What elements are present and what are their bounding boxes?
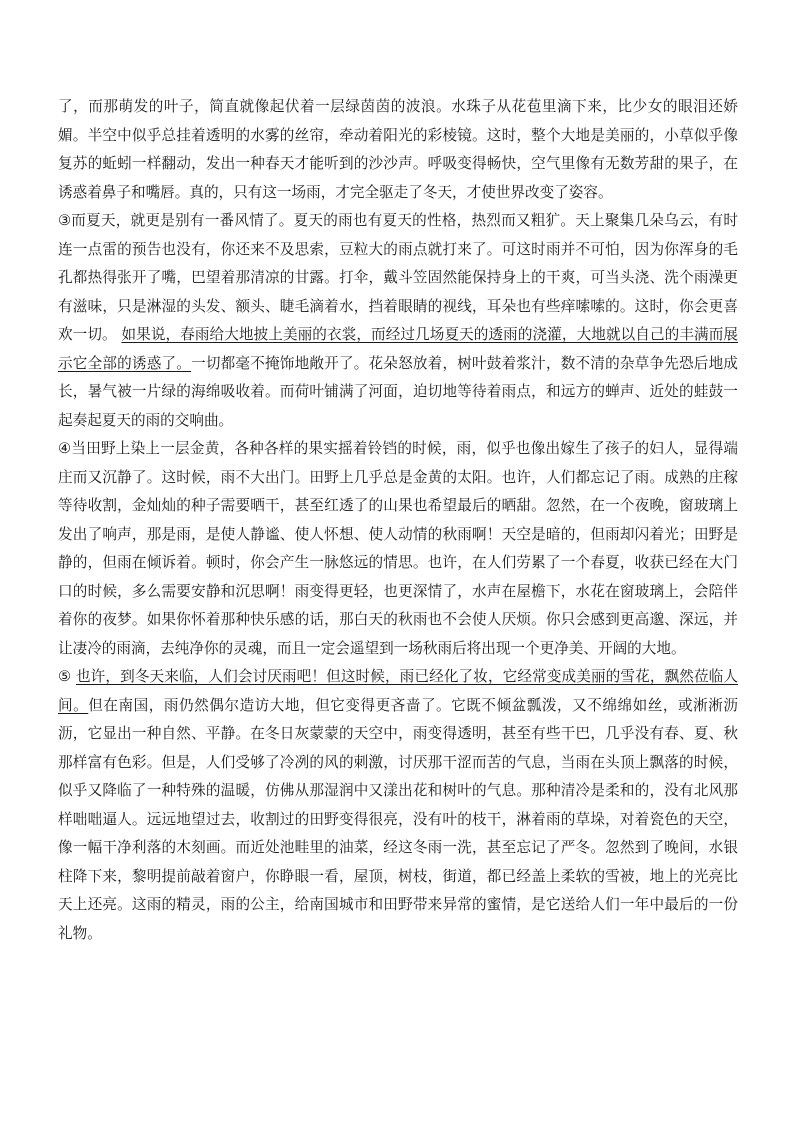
paragraph-summer [58, 207, 738, 435]
paragraph-text: 一切都毫不掩饰地敞开了。花朵怒放着，树叶鼓着浆汁，数不清的杂草争先恐后地成长，暑气被一片绿的海绵吸收着。而荷叶铺满了河面，迫切地等待着雨点，和远方的蝉声、近处的蛙鼓一起奏起夏天的雨的交响曲。 [58, 354, 738, 429]
paragraph-text: ③而夏天，就更是别有一番风情了。夏天的雨也有夏天的性格，热烈而又粗犷。天上聚集几朵乌云，有时连一点雷的预告也没有，你还来不及思索，豆粒大的雨点就打来了。可这时雨并不可怕，因为你浑身的毛孔都热得张开了嘴，巴望着那清凉的甘露。打伞，戴斗笠固然能保持身上的干爽，可当头浇、洗个雨澡更有滋味，只是淋湿的头发、额头、睫毛滴着水，挡着眼睛的视线，耳朵也有些痒嗦嗦的。这时，你会更喜欢一切。 [58, 212, 738, 343]
paragraph-text: 了，而那萌发的叶子，简直就像起伏着一层绿茵茵的波浪。水珠子从花苞里滴下来，比少女的眼泪还娇媚。半空中似乎总挂着透明的水雾的丝帘，牵动着阳光的彩棱镜。这时，整个大地是美丽的，小草似乎像复苏的蚯蚓一样翻动，发出一种春天才能听到的沙沙声。呼吸变得畅快，空气里像有无数芳甜的果子，在诱惑着鼻子和嘴唇。真的，只有这一场雨，才完全驱走了冬天，才使世界改变了姿容。 [58, 98, 738, 201]
paragraph-winter [58, 663, 738, 948]
paragraph-number: ⑤ [58, 668, 76, 685]
underlined-sentence: 也许，到冬天来临，人们会讨厌雨吧！但这时候，雨已经化了妆，它经常变成美丽的雪花，飘然莅临人间。 [58, 668, 738, 714]
paragraph-text: 但在南国，雨仍然偶尔造访大地，但它变得更吝啬了。它既不倾盆瓢泼，又不绵绵如丝，或淅淅沥沥，它显出一种自然、平静。在冬日灰蒙蒙的天空中，雨变得透明，甚至有些干巴，几乎没有春、夏、秋那样富有色彩。但是，人们受够了冷冽的风的刺激，讨厌那干涩而苦的气息，当雨在头顶上飘落的时候，似乎又降临了一种特殊的温暖，仿佛从那湿润中又漾出花和树叶的气息。那种清冷是柔和的，没有北风那样咄咄逼人。远远地望过去，收割过的田野变得很亮，没有叶的枝干，淋着雨的草垛，对着瓷色的天空，像一幅干净利落的木刻画。而近处池畦里的油菜，经这冬雨一洗，甚至忘记了严冬。忽然到了晚间，水银柱降下来，黎明提前敲着窗户，你睁眼一看，屋顶，树枝，街道，都已经盖上柔软的雪被，地上的光亮比天上还亮。这雨的精灵，雨的公主，给南国城市和田野带来异常的蜜情，是它送给人们一年中最后的一份礼物。 [58, 696, 738, 942]
underlined-sentence: 如果说，春雨给大地披上美丽的衣裳，而经过几场夏天的透雨的浇灌，大地就以自己的丰满而展示它全部的诱惑了。 [58, 326, 738, 372]
paragraph-text: ④当田野上染上一层金黄，各种各样的果实摇着铃铛的时候，雨，似乎也像出嫁生了孩子的妇人，显得端庄而又沉静了。这时候，雨不大出门。田野上几乎总是金黄的太阳。也许，人们都忘记了雨。成熟的庄稼等待收割，金灿灿的种子需要晒干，甚至红透了的山果也希望最后的晒甜。忽然，在一个夜晚，窗玻璃上发出了响声，那是雨，是使人静谧、使人怀想、使人动情的秋雨啊！天空是暗的，但雨却闪着光；田野是静的，但雨在倾诉着。顿时，你会产生一脉悠远的情思。也许，在人们劳累了一个春夏，收获已经在大门口的时候，多么需要安静和沉思啊！雨变得更轻，也更深情了，水声在屋檐下，水花在窗玻璃上，会陪伴着你的夜梦。如果你怀着那种快乐感的话，那白天的秋雨也不会使人厌烦。你只会感到更高邈、深远，并让凄冷的雨滴，去纯净你的灵魂，而且一定会遥望到一场秋雨后将出现一个更净美、开阔的大地。 [58, 440, 738, 657]
document-body [58, 93, 738, 948]
paragraph-autumn [58, 435, 738, 663]
paragraph-spring-ending [58, 93, 738, 207]
